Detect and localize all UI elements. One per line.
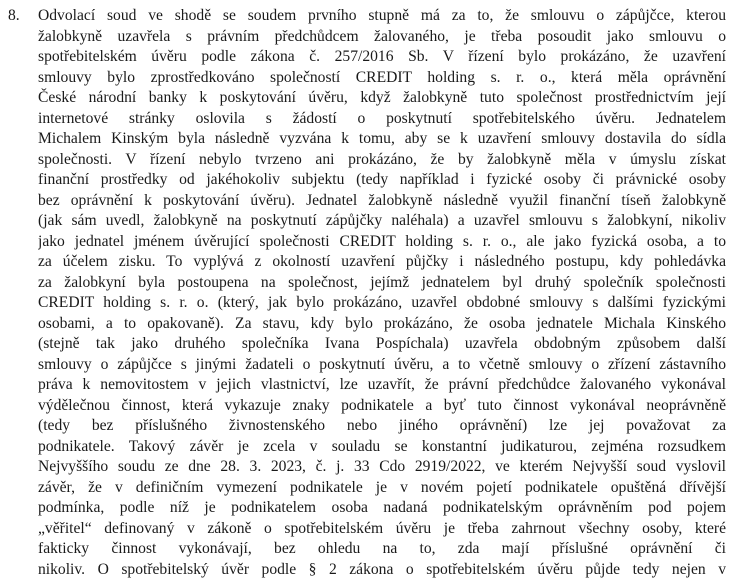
paragraph-line: jako jednatel jménem úvěrující společnosti CREDIT holding s. r. o., ale jako fyzická osoba, a to [38,232,726,250]
paragraph-line: České národní banky k poskytování úvěru, když žalobkyně tuto společnost prostřednictvím její [38,89,726,106]
paragraph-line: finanční prostředky od jakéhokoliv subjektu (tedy například i fyzické osoby či právnické osoby [38,171,726,188]
paragraph-line: podnikatele. Takový závěr je zcela v souladu se konstantní judikaturou, zejména rozsudkem [38,437,726,455]
paragraph-line: nikoliv. O spotřebitelský úvěr podle § 2 zákona o spotřebitelském úvěru půjde tedy nejen v [38,560,726,578]
paragraph-line: osobami, a to opakovaně). Za stavu, kdy bylo prokázáno, že osoba jednatele Michala Kinského [38,314,726,332]
paragraph-line: (stejně tak jako druhého společníka Ivana Pospíchala) uzavřela obdobným způsobem další [38,335,726,352]
paragraph-number: 8. [8,7,20,24]
paragraph-line: Odvolací soud ve shodě se soudem prvního stupně má za to, že smlouvu o zápůjčce, kterou [38,7,726,24]
paragraph-body [38,6,726,580]
paragraph-line: závěr, že v definičním vymezení podnikatele je v novém pojetí podnikatele opuštěná dřívější [38,478,726,496]
paragraph-line: společnosti. V řízení nebylo tvrzeno ani prokázáno, že by žalobkyně měla v úmyslu získat [38,150,726,168]
paragraph-line: spotřebitelském úvěru podle zákona č. 257/2016 Sb. V řízení bylo prokázáno, že uzavření [38,48,726,65]
paragraph-line: podmínka, podle níž je podnikatelem osoba nadaná podnikatelským oprávněním pod pojem [38,499,726,516]
paragraph-line: internetové stránky oslovila s žádostí o poskytnutí spotřebitelského úvěru. Jednatelem [38,109,726,127]
paragraph-line: práva k nemovitostem v jejich vlastnictví, lze uzavřít, že právní předchůdce žalovaného vykonával [38,376,726,393]
paragraph-line: za žalobkyní byla postoupena na společnost, jejímž jednatelem byl druhý společník společnosti [38,273,726,291]
paragraph-line: smlouvy bylo zprostředkováno společností CREDIT holding s. r. o., která měla oprávnění [38,68,726,86]
paragraph-line: „věřitel“ definovaný v zákoně o spotřebitelském úvěru je třeba zahrnout všechny osoby, které [38,519,726,537]
paragraph-line: (jak sám uvedl, žalobkyně na poskytnutí zápůjčky naléhala) a uzavřel smlouvu s žalobkyní, nikoliv [38,212,726,229]
paragraph-line: bez oprávnění k poskytování úvěru). Jednatel žalobkyně následně využil finanční tíseň žalobkyně [38,191,726,209]
paragraph-line: výdělečnou činnost, která vykazuje znaky podnikatele a byť tuto činnost vykonával neoprávněně [38,396,726,414]
paragraph-line: Nejvyššího soudu ze dne 28. 3. 2023, č. j. 33 Cdo 2919/2022, ve kterém Nejvyšší soud vyslovil [38,458,726,475]
paragraph-line: za účelem zisku. To vyplývá z okolností uzavření půjčky i následného postupu, kdy pohledávka [38,253,726,270]
paragraph-line: CREDIT holding s. r. o. (který, jak bylo prokázáno, uzavřel obdobné smlouvy s dalšími fyzickými [38,294,726,311]
paragraph-line: fakticky činnost vykonávají, bez ohledu na to, zda mají příslušné oprávnění či [38,540,726,557]
paragraph-line: Michalem Kinským byla následně vyzvána k tomu, aby se k uzavření smlouvy dostavila do sídla [38,130,726,147]
paragraph-line: (tedy bez příslušného živnostenského nebo jiného oprávnění) lze jej považovat za [38,417,726,434]
paragraph-line: smlouvy o zápůjčce s jinými žadateli o poskytnutí úvěru, a to včetně smlouvy o zřízení zástavního [38,355,726,373]
paragraph-line: žalobkyně uzavřela s právním předchůdcem žalovaného, je třeba posoudit jako smlouvu o [38,27,726,45]
